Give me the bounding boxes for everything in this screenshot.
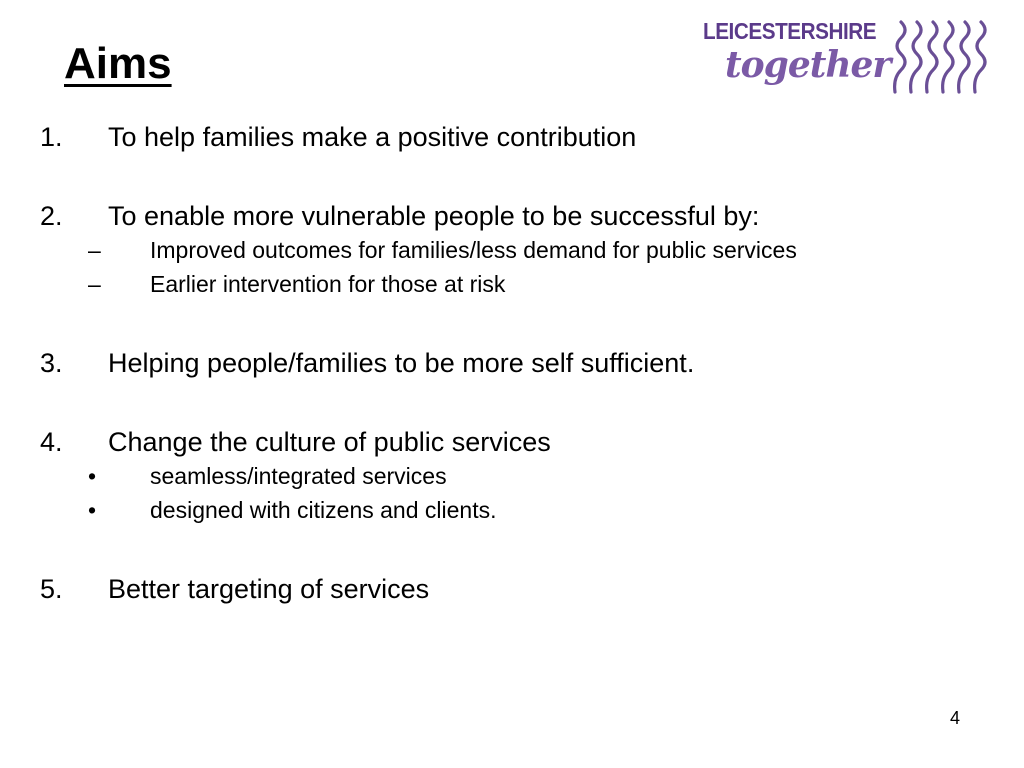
dash-marker: – [88,271,101,297]
aim-number: 4. [40,427,63,457]
aim-item-4 [40,425,980,459]
slide-title: Aims [64,39,172,88]
aim-text: To enable more vulnerable people to be successful by: [108,201,760,231]
aim-text: To help families make a positive contribution [108,122,637,152]
aim-subitem [40,459,980,493]
leicestershire-together-logo [703,14,1003,100]
aims-list [40,120,980,606]
aim-item-1 [40,120,980,154]
logo-text-together: together [725,44,891,86]
aim-subitem [40,493,980,527]
aim-subitem-text: seamless/integrated services [150,463,447,489]
aim-item-3 [40,346,980,380]
wave-figures-icon [893,18,1003,100]
aim-number: 3. [40,348,63,378]
aim-text: Change the culture of public services [108,427,551,457]
aim-subitem-text: Earlier intervention for those at risk [150,271,506,297]
aim-number: 1. [40,122,63,152]
aim-item-2 [40,199,980,233]
aim-item-5 [40,572,980,606]
aim-number: 5. [40,574,63,604]
aim-subitem [40,267,980,301]
logo-text-leicestershire: LEICESTERSHIRE [703,18,877,44]
aim-text: Better targeting of services [108,574,430,604]
bullet-marker: • [88,497,97,523]
aim-number: 2. [40,201,63,231]
aim-subitem-text: designed with citizens and clients. [150,497,497,523]
aim-subitem-text: Improved outcomes for families/less demand for public services [150,237,797,263]
aim-subitem [40,233,980,267]
dash-marker: – [88,237,101,263]
page-number: 4 [950,708,961,728]
aim-text: Helping people/families to be more self sufficient. [108,348,695,378]
bullet-marker: • [88,463,97,489]
